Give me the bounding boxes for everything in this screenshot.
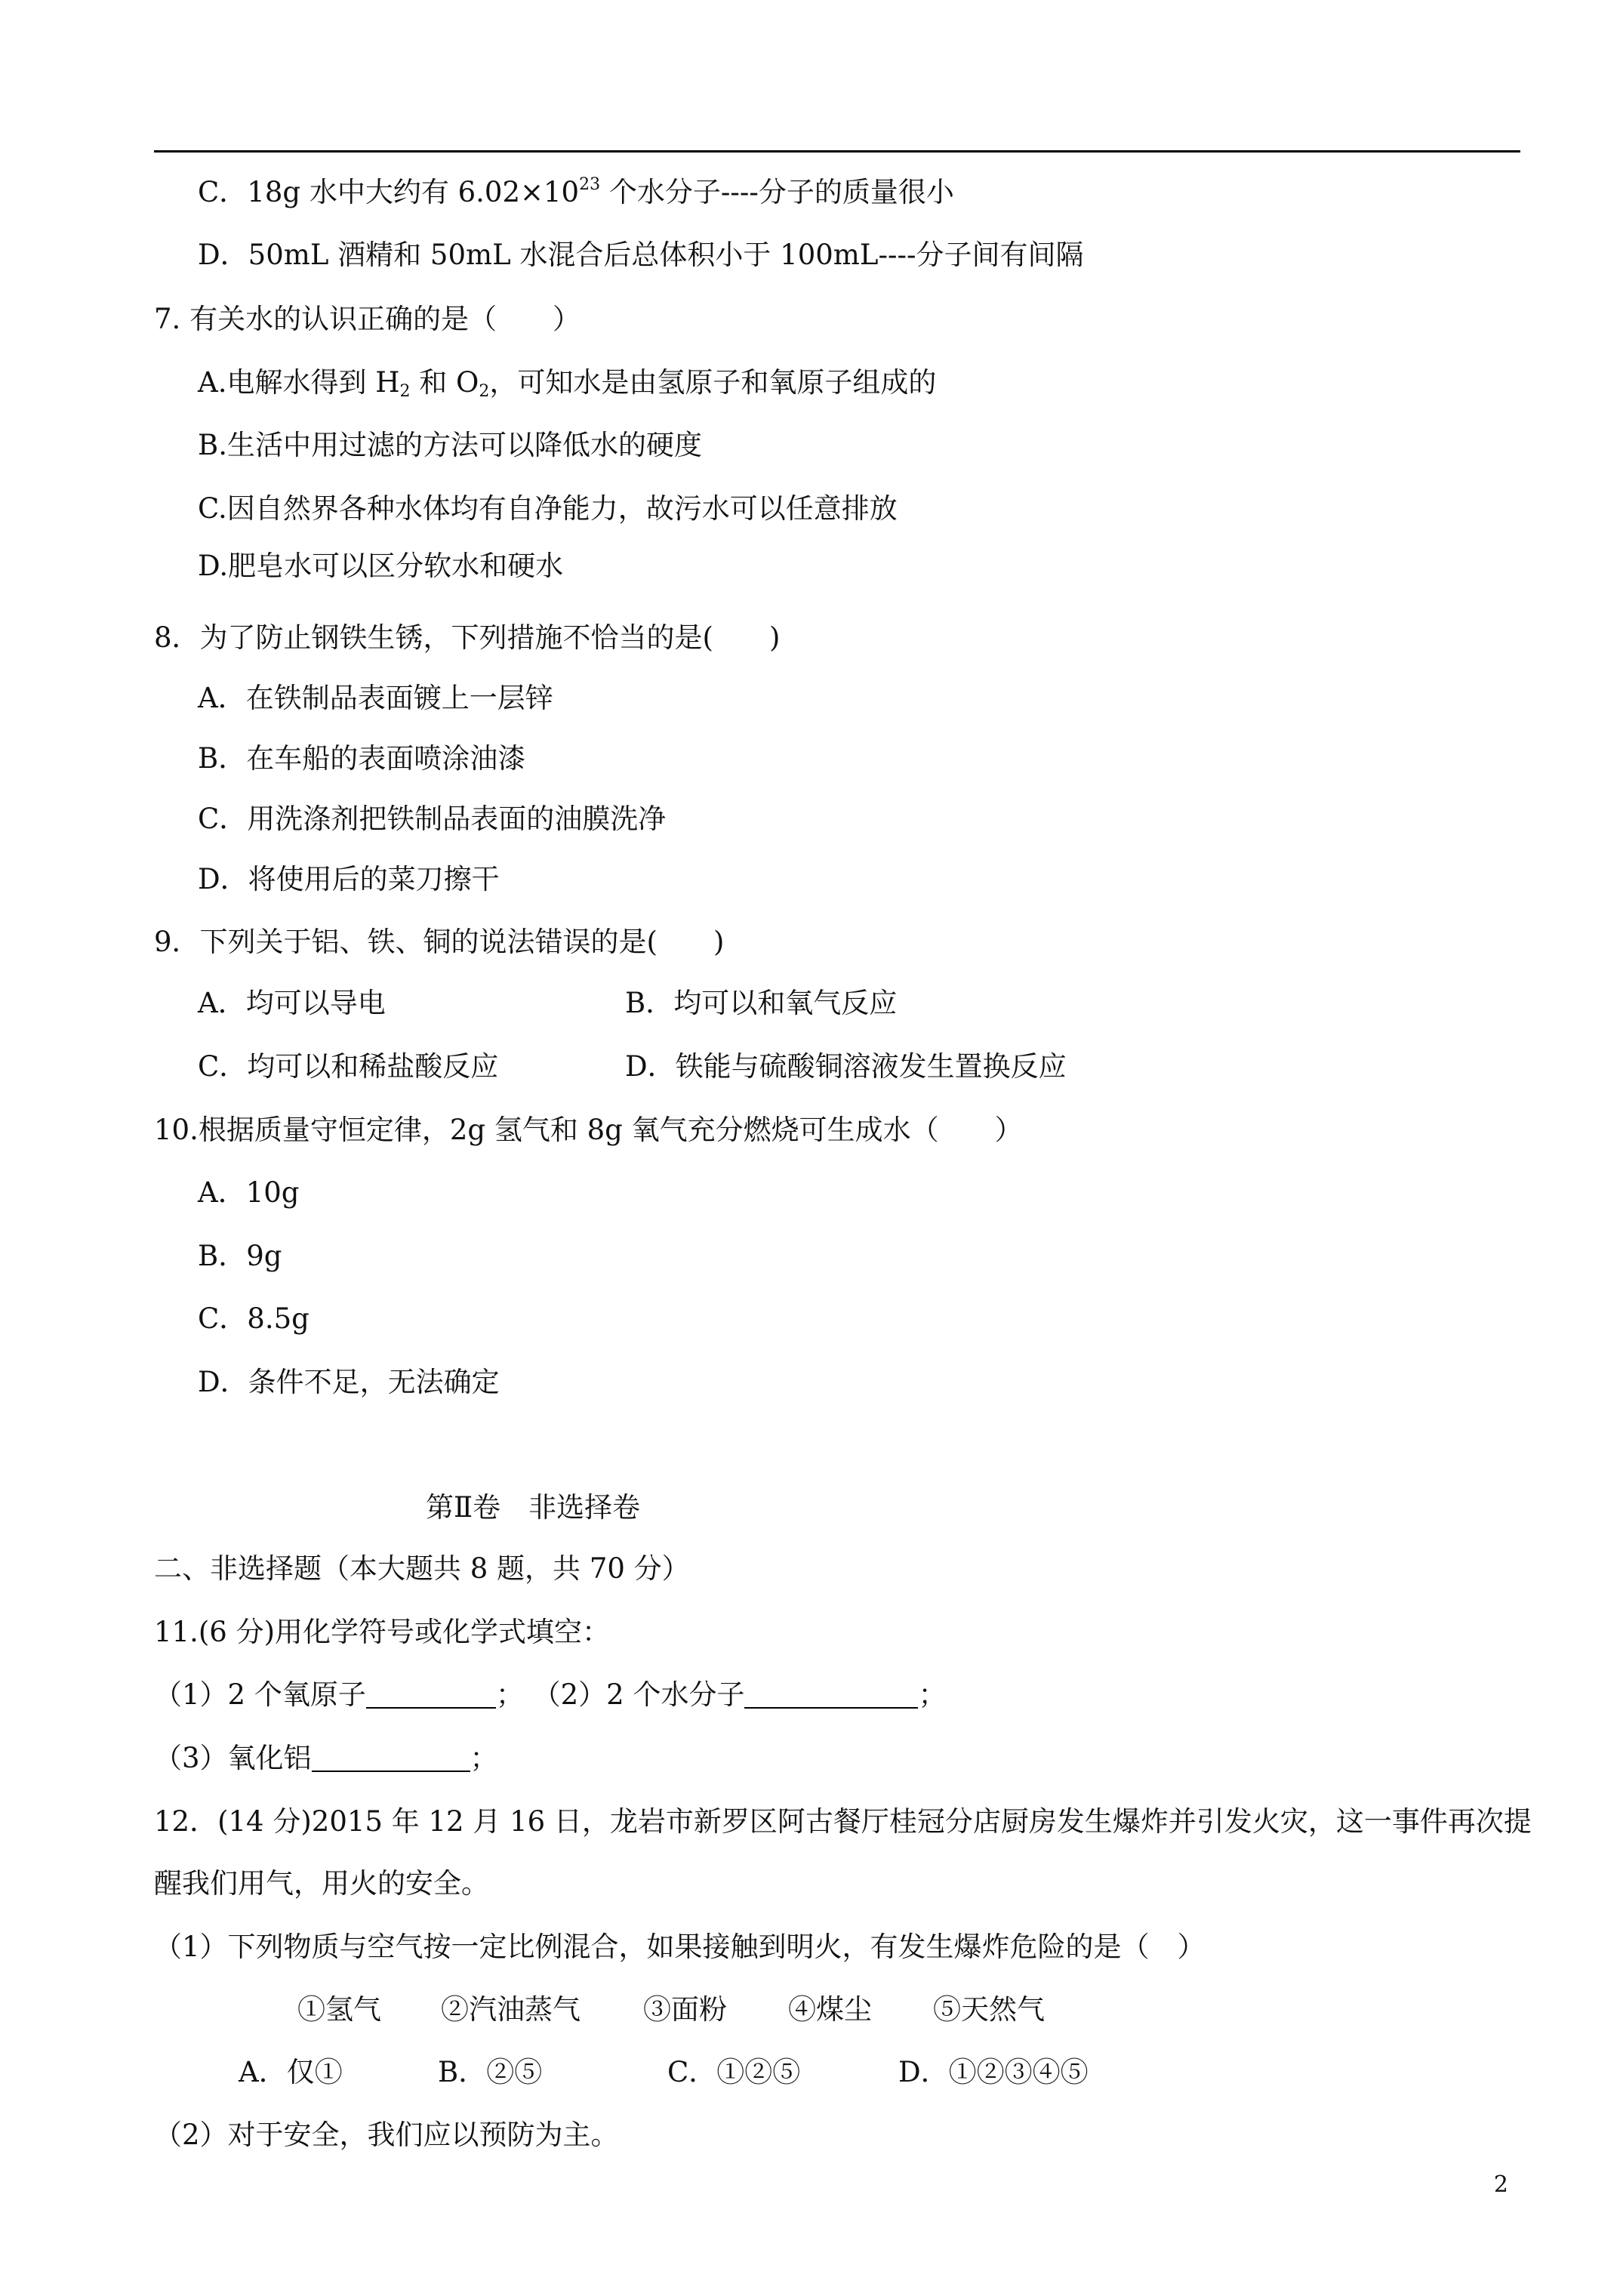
q9-option-a: A．均可以导电 [198, 987, 386, 1019]
q11-item-2: （2）2 个水分子 [532, 1678, 745, 1711]
section-title: 第Ⅱ卷 非选择卷 [426, 1491, 641, 1524]
q10-stem: 10.根据质量守恒定律，2g 氢气和 8g 氧气充分燃烧可生成水（ ） [154, 1114, 1023, 1146]
q10-option-c: C．8.5g [198, 1302, 310, 1335]
q12-substance-5: ⑤天然气 [933, 1993, 1045, 2026]
q8-stem: 8．为了防止钢铁生锈，下列措施不恰当的是( ) [154, 621, 781, 654]
q7-option-d: D.肥皂水可以区分软水和硬水 [198, 550, 564, 582]
section-heading: 二、非选择题（本大题共 8 题，共 70 分） [154, 1552, 690, 1585]
q11-line-1: （1）2 个氧原子 ； （2）2 个水分子 ； [154, 1678, 947, 1711]
q8-option-d: D．将使用后的菜刀擦干 [198, 863, 500, 895]
answer-blank-1[interactable] [366, 1681, 496, 1709]
q10-option-d: D．条件不足，无法确定 [198, 1366, 500, 1398]
q7-option-a: A.电解水得到 $H_2$ 和 $O_2$，可知水是由氢原子和氧原子组成的 [198, 366, 937, 401]
q12-sub-question-1: （1）下列物质与空气按一定比例混合，如果接触到明火，有发生爆炸危险的是（ ） [154, 1931, 1206, 1963]
q7-option-c: C.因自然界各种水体均有自净能力，故污水可以任意排放 [198, 492, 898, 525]
q7-stem: 7. 有关水的认识正确的是（ ） [154, 303, 581, 335]
q8-option-a: A．在铁制品表面镀上一层锌 [198, 682, 553, 714]
q12-sub-question-2: （2）对于安全，我们应以预防为主。 [154, 2119, 619, 2151]
q12-substance-2: ②汽油蒸气 [441, 1993, 581, 2026]
q12-substance-1: ①氢气 [297, 1993, 381, 2026]
q11-item-3: （3）氧化铝 [154, 1742, 312, 1774]
q12-option-d: D．①②③④⑤ [898, 2056, 1089, 2088]
q12-substance-4: ④煤尘 [788, 1993, 872, 2026]
answer-blank-2[interactable] [744, 1681, 918, 1709]
q12-option-c: C．①②⑤ [667, 2056, 801, 2088]
q11-item-1: （1）2 个氧原子 [154, 1678, 366, 1711]
answer-blank-3[interactable] [312, 1745, 470, 1772]
q12-stem-line-1: 12．(14 分)2015 年 12 月 16 日，龙岩市新罗区阿古餐厅桂冠分店厨房发生爆炸并引发火灾，这一事件再次提 [154, 1805, 1532, 1838]
q11-line-2: （3）氧化铝 ； [154, 1742, 498, 1774]
q6-option-d: D．50mL 酒精和 50mL 水混合后总体积小于 100mL----分子间有间隔 [198, 239, 1084, 271]
q10-option-a: A．10g [198, 1176, 300, 1209]
q12-stem-line-2: 醒我们用气，用火的安全。 [154, 1867, 489, 1900]
q11-stem: 11.(6 分)用化学符号或化学式填空： [154, 1616, 611, 1648]
page-number: 2 [1493, 2171, 1508, 2198]
q8-option-c: C．用洗涤剂把铁制品表面的油膜洗净 [198, 803, 667, 835]
q8-option-b: B．在车船的表面喷涂油漆 [198, 742, 526, 775]
q12-option-a: A．仅① [239, 2056, 343, 2088]
q12-option-b: B．②⑤ [438, 2056, 543, 2088]
q10-option-b: B．9g [198, 1240, 282, 1272]
q9-option-d: D．铁能与硫酸铜溶液发生置换反应 [625, 1050, 1067, 1083]
q12-substance-3: ③面粉 [643, 1993, 727, 2026]
q9-option-c: C．均可以和稀盐酸反应 [198, 1050, 499, 1083]
q6-option-c: C．18g 水中大约有 $6.02\times 10^{23}$ 个水分子----分子的质量很小 [198, 175, 954, 208]
q9-option-b: B．均可以和氧气反应 [625, 987, 898, 1019]
q7-option-b: B.生活中用过滤的方法可以降低水的硬度 [198, 429, 702, 461]
q9-stem: 9．下列关于铝、铁、铜的说法错误的是( ) [154, 926, 725, 958]
header-rule [154, 150, 1520, 153]
